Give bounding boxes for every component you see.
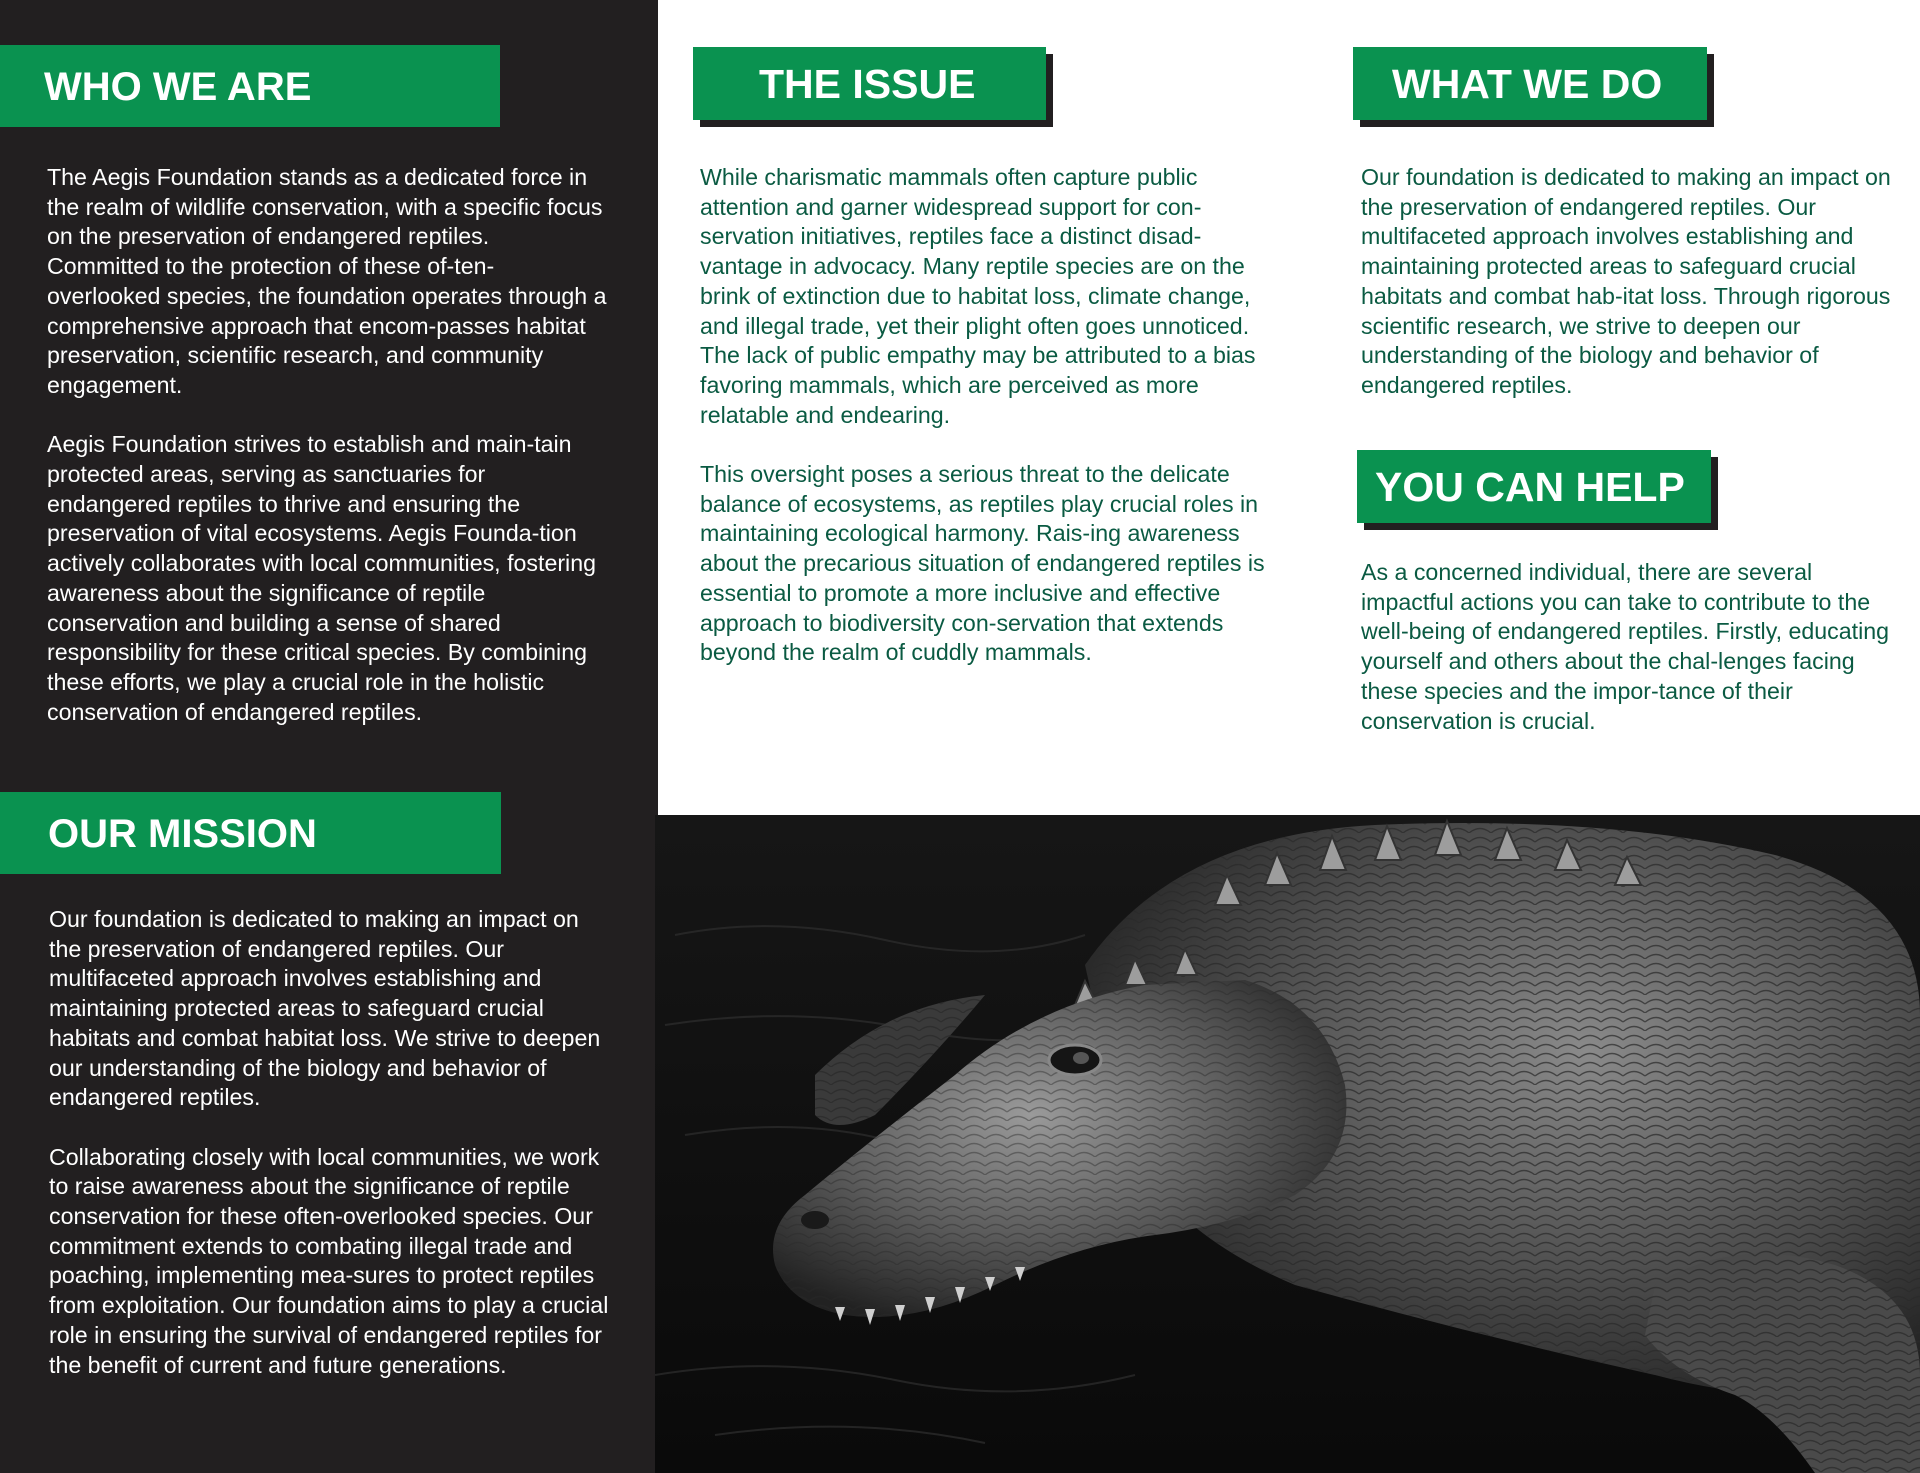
who-we-are-banner	[0, 45, 500, 127]
what-we-do-banner	[1353, 47, 1707, 120]
the-issue-text	[700, 163, 1282, 668]
you-can-help-paragraph: As a concerned individual, there are several impactful actions you can take to contribute to the well-being of endangered reptiles. Firstly, educating yourself and others about the chal-lenges facing these species and the impor-tance of their conservation is crucial.	[1361, 559, 1890, 734]
our-mission-paragraph: Our foundation is dedicated to making an impact on the preservation of endangered reptiles. Our multifaceted approach involves establishing and maintaining protected areas to safeguard crucial habitats and combat habitat loss. We strive to deepen our understanding of the biology and behavior of endangered reptiles.	[49, 906, 601, 1111]
who-we-are-paragraph: Aegis Foundation strives to establish and main-tain protected areas, serving as sanctuaries for endangered reptiles to thrive and ensuring the preservation of vital ecosystems. Aegis Founda-tion actively collaborates with local communities, fostering awareness about the significance of reptile conservation and building a sense of shared responsibility for these critical species. By combining these efforts, we play a crucial role in the holistic conservation of endangered reptiles.	[47, 431, 597, 725]
what-we-do-heading: WHAT WE DO	[1392, 61, 1663, 107]
our-mission-banner	[0, 792, 501, 874]
you-can-help-text	[1361, 558, 1891, 736]
the-issue-paragraph: This oversight poses a serious threat to the delicate balance of ecosystems, as reptiles play crucial roles in maintaining ecological harmony. Rais-ing awareness about the precarious situation of endangered reptiles is essential to promote a more inclusive and effective approach to biodiversity con-servation that extends beyond the realm of cuddly mammals.	[700, 461, 1265, 666]
the-issue-heading: THE ISSUE	[759, 61, 976, 107]
crocodile-photo	[655, 815, 1920, 1473]
what-we-do-text	[1361, 163, 1891, 401]
you-can-help-heading: YOU CAN HELP	[1375, 464, 1685, 510]
what-we-do-paragraph: Our foundation is dedicated to making an impact on the preservation of endangered reptiles. Our multifaceted approach involves establishing and maintaining protected areas to safeguard crucial habitats and combat hab-itat loss. Through rigorous scientific research, we strive to deepen our understanding of the biology and behavior of endangered reptiles.	[1361, 164, 1891, 398]
the-issue-paragraph: While charismatic mammals often capture public attention and garner widespread support for con-servation initiatives, reptiles face a distinct disad-vantage in advocacy. Many reptile species are on the brink of extinction due to habitat loss, climate change, and illegal trade, yet their plight often goes unnoticed. The lack of public empathy may be attributed to a bias favoring mammals, which are perceived as more relatable and endearing.	[700, 164, 1256, 428]
our-mission-heading: OUR MISSION	[48, 812, 317, 856]
the-issue-banner	[693, 47, 1046, 120]
you-can-help-banner	[1357, 450, 1711, 523]
who-we-are-heading: WHO WE ARE	[44, 65, 312, 109]
crocodile-illustration	[655, 815, 1920, 1473]
our-mission-text	[49, 905, 609, 1380]
who-we-are-text	[47, 163, 607, 727]
our-mission-paragraph: Collaborating closely with local communities, we work to raise awareness about the significance of reptile conservation for these often-overlooked species. Our commitment extends to combating illegal trade and poaching, implementing mea-sures to protect reptiles from exploitation. Our foundation aims to play a crucial role in ensuring the survival of endangered reptiles for the benefit of current and future generations.	[49, 1143, 609, 1378]
who-we-are-paragraph: The Aegis Foundation stands as a dedicated force in the realm of wildlife conservation, with a specific focus on the preservation of endangered reptiles. Committed to the protection of these of-ten-overlooked species, the foundation operates through a comprehensive approach that encom-passes habitat preservation, scientific research, and community engagement.	[47, 164, 607, 398]
